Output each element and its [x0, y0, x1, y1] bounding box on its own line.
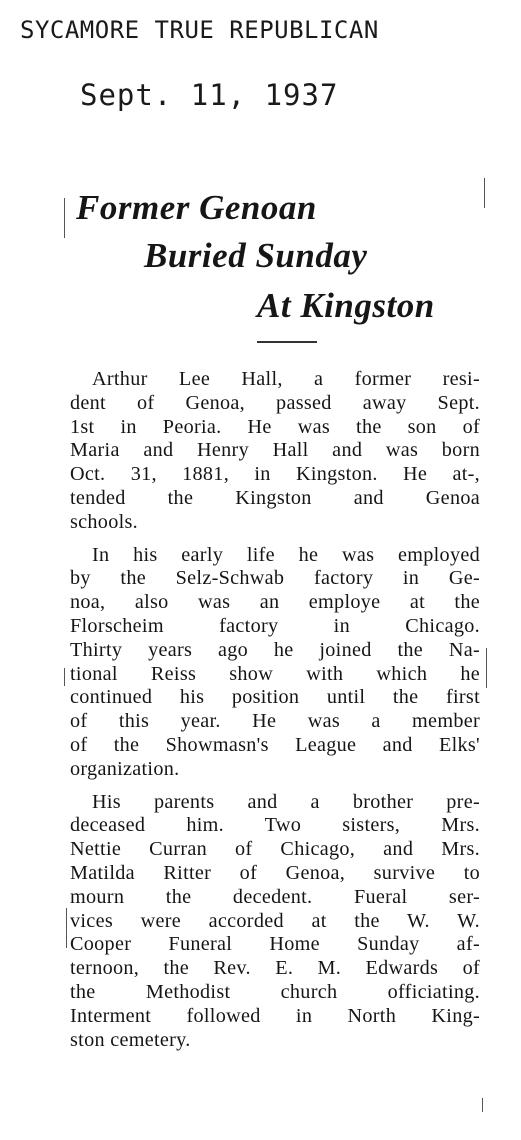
article-paragraph — [70, 544, 480, 782]
clipping-edge-mark — [482, 1098, 483, 1112]
text-line: Interment followed in North King- — [70, 1004, 480, 1027]
clipping-edge-mark — [64, 668, 65, 686]
text-line: the Methodist church officiating. — [70, 980, 480, 1003]
headline-line-3: At Kingston — [257, 286, 435, 325]
text-line: ternoon, the Rev. E. M. Edwards of — [70, 957, 480, 980]
text-line: organization. — [70, 757, 180, 780]
text-line: Matilda Ritter of Genoa, survive to — [70, 861, 480, 884]
article-paragraph — [70, 791, 480, 1053]
text-line: dent of Genoa, passed away Sept. — [70, 391, 480, 414]
text-line: continued his position until the first — [70, 686, 480, 709]
text-line: 1st in Peoria. He was the son of — [70, 415, 480, 438]
text-line: ston cemetery. — [70, 1028, 191, 1051]
news-clipping — [62, 178, 492, 1123]
text-line: Nettie Curran of Chicago, and Mrs. — [70, 838, 480, 861]
clipping-edge-mark — [64, 198, 65, 238]
text-line: of this year. He was a member — [70, 710, 480, 733]
text-line: tended the Kingston and Genoa — [70, 486, 480, 509]
clipping-edge-mark — [484, 178, 485, 208]
text-line: His parents and a brother pre- — [92, 790, 480, 813]
text-line: noa, also was an employe at the — [70, 591, 480, 614]
text-line: Florscheim factory in Chicago. — [70, 614, 480, 637]
text-line: Cooper Funeral Home Sunday af- — [70, 933, 480, 956]
headline-line-2: Buried Sunday — [144, 236, 368, 275]
article-paragraph — [70, 368, 480, 535]
headline-line-1: Former Genoan — [76, 188, 317, 227]
text-line: vices were accorded at the W. W. — [70, 909, 480, 932]
text-line: tional Reiss show with which he — [70, 662, 480, 685]
text-line: Thirty years ago he joined the Na- — [70, 638, 480, 661]
headline-divider — [257, 341, 317, 343]
text-line: deceased him. Two sisters, Mrs. — [70, 814, 480, 837]
clipping-edge-mark — [66, 908, 67, 948]
dateline: Sept. 11, 1937 — [80, 78, 339, 112]
text-line: Arthur Lee Hall, a former resi- — [92, 368, 480, 390]
text-line: Maria and Henry Hall and was born — [70, 439, 480, 462]
text-line: mourn the decedent. Fueral ser- — [70, 885, 480, 908]
article-body — [70, 368, 480, 1061]
masthead: SYCAMORE TRUE REPUBLICAN — [20, 16, 379, 44]
text-line: Oct. 31, 1881, in Kingston. He at-, — [70, 463, 480, 486]
text-line: by the Selz-Schwab factory in Ge- — [70, 567, 480, 590]
text-line: of the Showmasn's League and Elks' — [70, 733, 480, 756]
text-line: In his early life he was employed — [92, 543, 480, 566]
text-line: schools. — [70, 510, 139, 533]
clipping-edge-mark — [486, 648, 487, 688]
